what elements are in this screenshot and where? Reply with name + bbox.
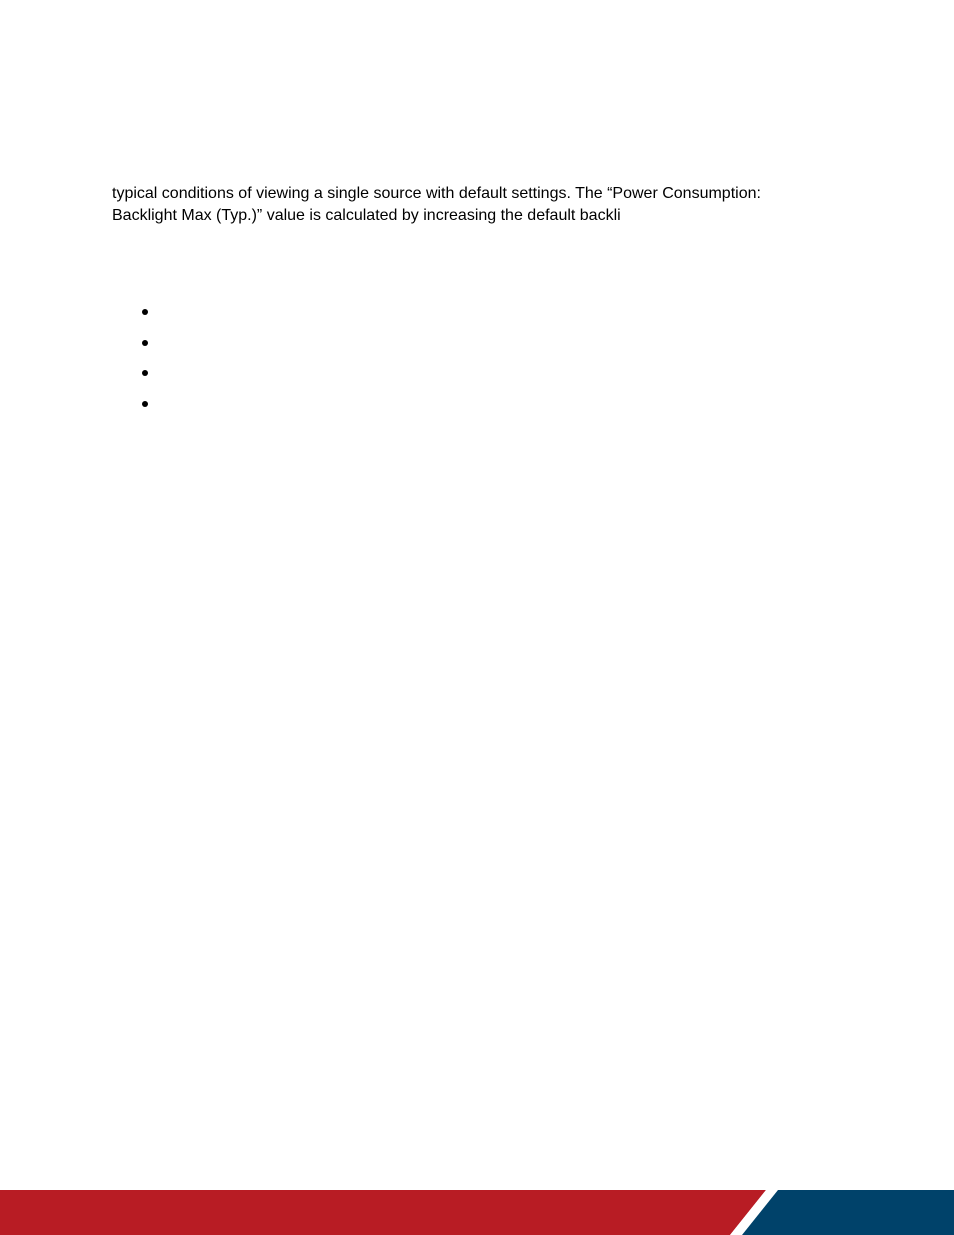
- bullet-icon: [142, 340, 148, 346]
- bullet-icon: [142, 309, 148, 315]
- footer-band: [0, 1190, 954, 1235]
- list-item: [139, 333, 159, 364]
- body-paragraph: [112, 183, 832, 227]
- footer-red-stripe: [0, 1190, 766, 1235]
- list-item: [139, 394, 159, 425]
- bullet-icon: [142, 401, 148, 407]
- footer-blue-stripe: [742, 1190, 954, 1235]
- paragraph-line: typical conditions of viewing a single source with default settings. The “Power Consumption:: [112, 185, 761, 202]
- list-item: [139, 363, 159, 394]
- list-item: [139, 302, 159, 333]
- bullet-list: [139, 302, 159, 424]
- bullet-icon: [142, 370, 148, 376]
- paragraph-line: Backlight Max (Typ.)” value is calculated by increasing the default backli: [112, 207, 621, 224]
